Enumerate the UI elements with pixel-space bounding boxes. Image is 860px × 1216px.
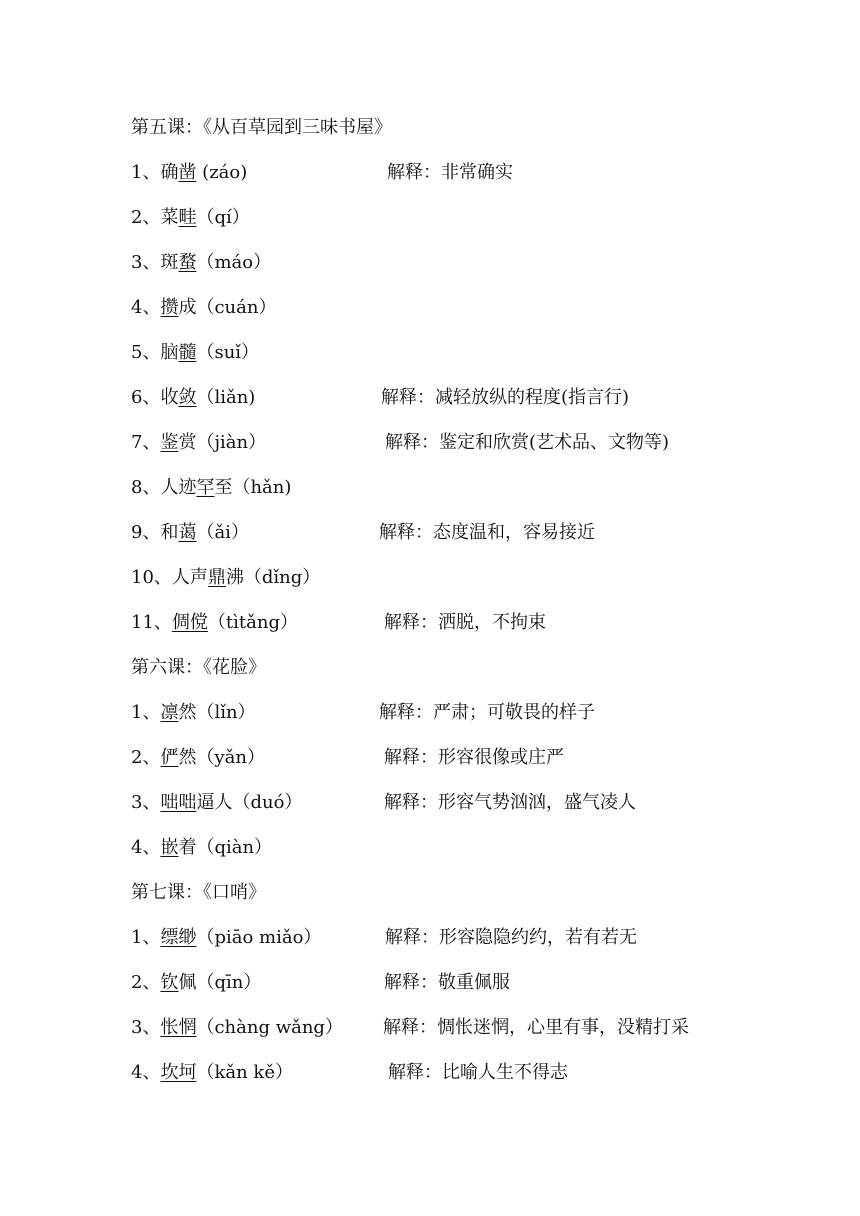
underlined-char: 蔼 bbox=[178, 522, 197, 543]
pinyin: （piāo miǎo） bbox=[196, 927, 322, 948]
word-suffix: 成 bbox=[178, 297, 197, 318]
pinyin: （tìtǎng） bbox=[207, 612, 298, 633]
vocab-item bbox=[131, 1060, 293, 1086]
vocab-item bbox=[131, 520, 249, 546]
explanation: 解释：鉴定和欣赏(艺术品、文物等) bbox=[385, 432, 670, 453]
vocab-item bbox=[131, 565, 320, 591]
vocab-item bbox=[131, 700, 256, 726]
word-prefix: 斑 bbox=[160, 252, 179, 273]
underlined-char: 俨 bbox=[160, 747, 179, 768]
pinyin: （lǐn） bbox=[196, 702, 256, 723]
underlined-char: 攒 bbox=[160, 297, 179, 318]
explanation: 解释：形容气势汹汹，盛气凌人 bbox=[384, 792, 636, 813]
underlined-char: 髓 bbox=[178, 342, 197, 363]
word-suffix: 然 bbox=[178, 747, 197, 768]
underlined-char: 蝥 bbox=[178, 252, 197, 273]
word-suffix: 着 bbox=[178, 837, 197, 858]
underlined-char: 凛 bbox=[160, 702, 179, 723]
word-suffix: 至 bbox=[214, 477, 233, 498]
pinyin: (záo) bbox=[196, 162, 248, 183]
item-number: 4、 bbox=[131, 837, 161, 858]
vocab-item bbox=[131, 925, 321, 951]
vocab-item bbox=[131, 610, 298, 636]
vocab-item bbox=[131, 1015, 343, 1041]
vocab-item bbox=[131, 160, 247, 186]
underlined-char: 钦 bbox=[160, 972, 179, 993]
vocab-item bbox=[131, 790, 302, 816]
word-prefix: 人迹 bbox=[160, 477, 197, 498]
item-number: 7、 bbox=[131, 432, 161, 453]
pinyin: （ǎi） bbox=[196, 522, 249, 543]
pinyin: （qí） bbox=[196, 207, 250, 228]
explanation: 解释：严肃；可敬畏的样子 bbox=[379, 702, 595, 723]
item-number: 8、 bbox=[131, 477, 161, 498]
vocab-item bbox=[131, 970, 261, 996]
item-number: 3、 bbox=[131, 252, 161, 273]
word-prefix: 脑 bbox=[160, 342, 179, 363]
explanation: 解释：形容隐隐约约，若有若无 bbox=[385, 927, 637, 948]
vocab-item bbox=[131, 295, 276, 321]
item-number: 4、 bbox=[131, 297, 161, 318]
explanation: 解释：非常确实 bbox=[387, 162, 513, 183]
explanation: 解释：敬重佩服 bbox=[384, 972, 510, 993]
underlined-char: 鉴 bbox=[160, 432, 179, 453]
item-number: 6、 bbox=[131, 387, 161, 408]
item-number: 9、 bbox=[131, 522, 161, 543]
pinyin: （chàng wǎng） bbox=[196, 1017, 343, 1038]
vocab-item bbox=[131, 385, 255, 411]
underlined-char: 畦 bbox=[178, 207, 197, 228]
pinyin: （duó） bbox=[232, 792, 303, 813]
underlined-char: 缥缈 bbox=[160, 927, 197, 948]
word-suffix: 沸 bbox=[225, 567, 244, 588]
pinyin: （cuán） bbox=[196, 297, 277, 318]
word-suffix: 然 bbox=[178, 702, 197, 723]
underlined-char: 倜傥 bbox=[171, 612, 208, 633]
vocab-item bbox=[131, 475, 291, 501]
item-number: 1、 bbox=[131, 162, 161, 183]
lesson-heading: 第五课：《从百草园到三味书屋》 bbox=[131, 117, 392, 138]
pinyin: （liǎn) bbox=[196, 387, 256, 408]
item-number: 5、 bbox=[131, 342, 161, 363]
underlined-char: 嵌 bbox=[160, 837, 179, 858]
explanation: 解释：惆怅迷惘，心里有事，没精打采 bbox=[383, 1017, 689, 1038]
item-number: 2、 bbox=[131, 747, 161, 768]
vocab-item bbox=[131, 340, 259, 366]
word-prefix: 和 bbox=[160, 522, 179, 543]
lesson-heading: 第七课：《口哨》 bbox=[131, 882, 266, 903]
vocab-item bbox=[131, 430, 266, 456]
underlined-char: 鼎 bbox=[207, 567, 226, 588]
underlined-char: 敛 bbox=[178, 387, 197, 408]
item-number: 1、 bbox=[131, 702, 161, 723]
underlined-char: 凿 bbox=[178, 162, 197, 183]
vocab-item bbox=[131, 745, 265, 771]
word-prefix: 收 bbox=[160, 387, 179, 408]
pinyin: （qīn） bbox=[196, 972, 262, 993]
word-suffix: 佩 bbox=[178, 972, 197, 993]
pinyin: （suǐ） bbox=[196, 342, 260, 363]
explanation: 解释：形容很像或庄严 bbox=[384, 747, 564, 768]
explanation: 解释：态度温和，容易接近 bbox=[379, 522, 595, 543]
underlined-char: 怅惘 bbox=[160, 1017, 197, 1038]
item-number: 1、 bbox=[131, 927, 161, 948]
pinyin: （hǎn) bbox=[232, 477, 292, 498]
word-suffix: 逼人 bbox=[196, 792, 233, 813]
item-number: 3、 bbox=[131, 792, 161, 813]
underlined-char: 坎坷 bbox=[160, 1062, 197, 1083]
vocab-item bbox=[131, 250, 271, 276]
explanation: 解释：洒脱，不拘束 bbox=[384, 612, 546, 633]
vocab-item bbox=[131, 835, 272, 861]
underlined-char: 罕 bbox=[196, 477, 215, 498]
explanation: 解释：比喻人生不得志 bbox=[388, 1062, 568, 1083]
vocab-item bbox=[131, 205, 250, 231]
word-suffix: 赏 bbox=[178, 432, 197, 453]
pinyin: （yǎn） bbox=[196, 747, 265, 768]
lesson-heading: 第六课：《花脸》 bbox=[131, 657, 266, 678]
item-number: 2、 bbox=[131, 972, 161, 993]
underlined-char: 咄咄 bbox=[160, 792, 197, 813]
item-number: 11、 bbox=[131, 612, 172, 633]
word-prefix: 人声 bbox=[171, 567, 208, 588]
item-number: 4、 bbox=[131, 1062, 161, 1083]
item-number: 3、 bbox=[131, 1017, 161, 1038]
pinyin: （jiàn） bbox=[196, 432, 267, 453]
word-prefix: 菜 bbox=[160, 207, 179, 228]
pinyin: （máo） bbox=[196, 252, 272, 273]
pinyin: （dǐng） bbox=[243, 567, 321, 588]
item-number: 10、 bbox=[131, 567, 172, 588]
item-number: 2、 bbox=[131, 207, 161, 228]
explanation: 解释：减轻放纵的程度(指言行) bbox=[381, 387, 630, 408]
pinyin: （qiàn） bbox=[196, 837, 273, 858]
pinyin: （kǎn kě） bbox=[196, 1062, 293, 1083]
word-prefix: 确 bbox=[160, 162, 179, 183]
